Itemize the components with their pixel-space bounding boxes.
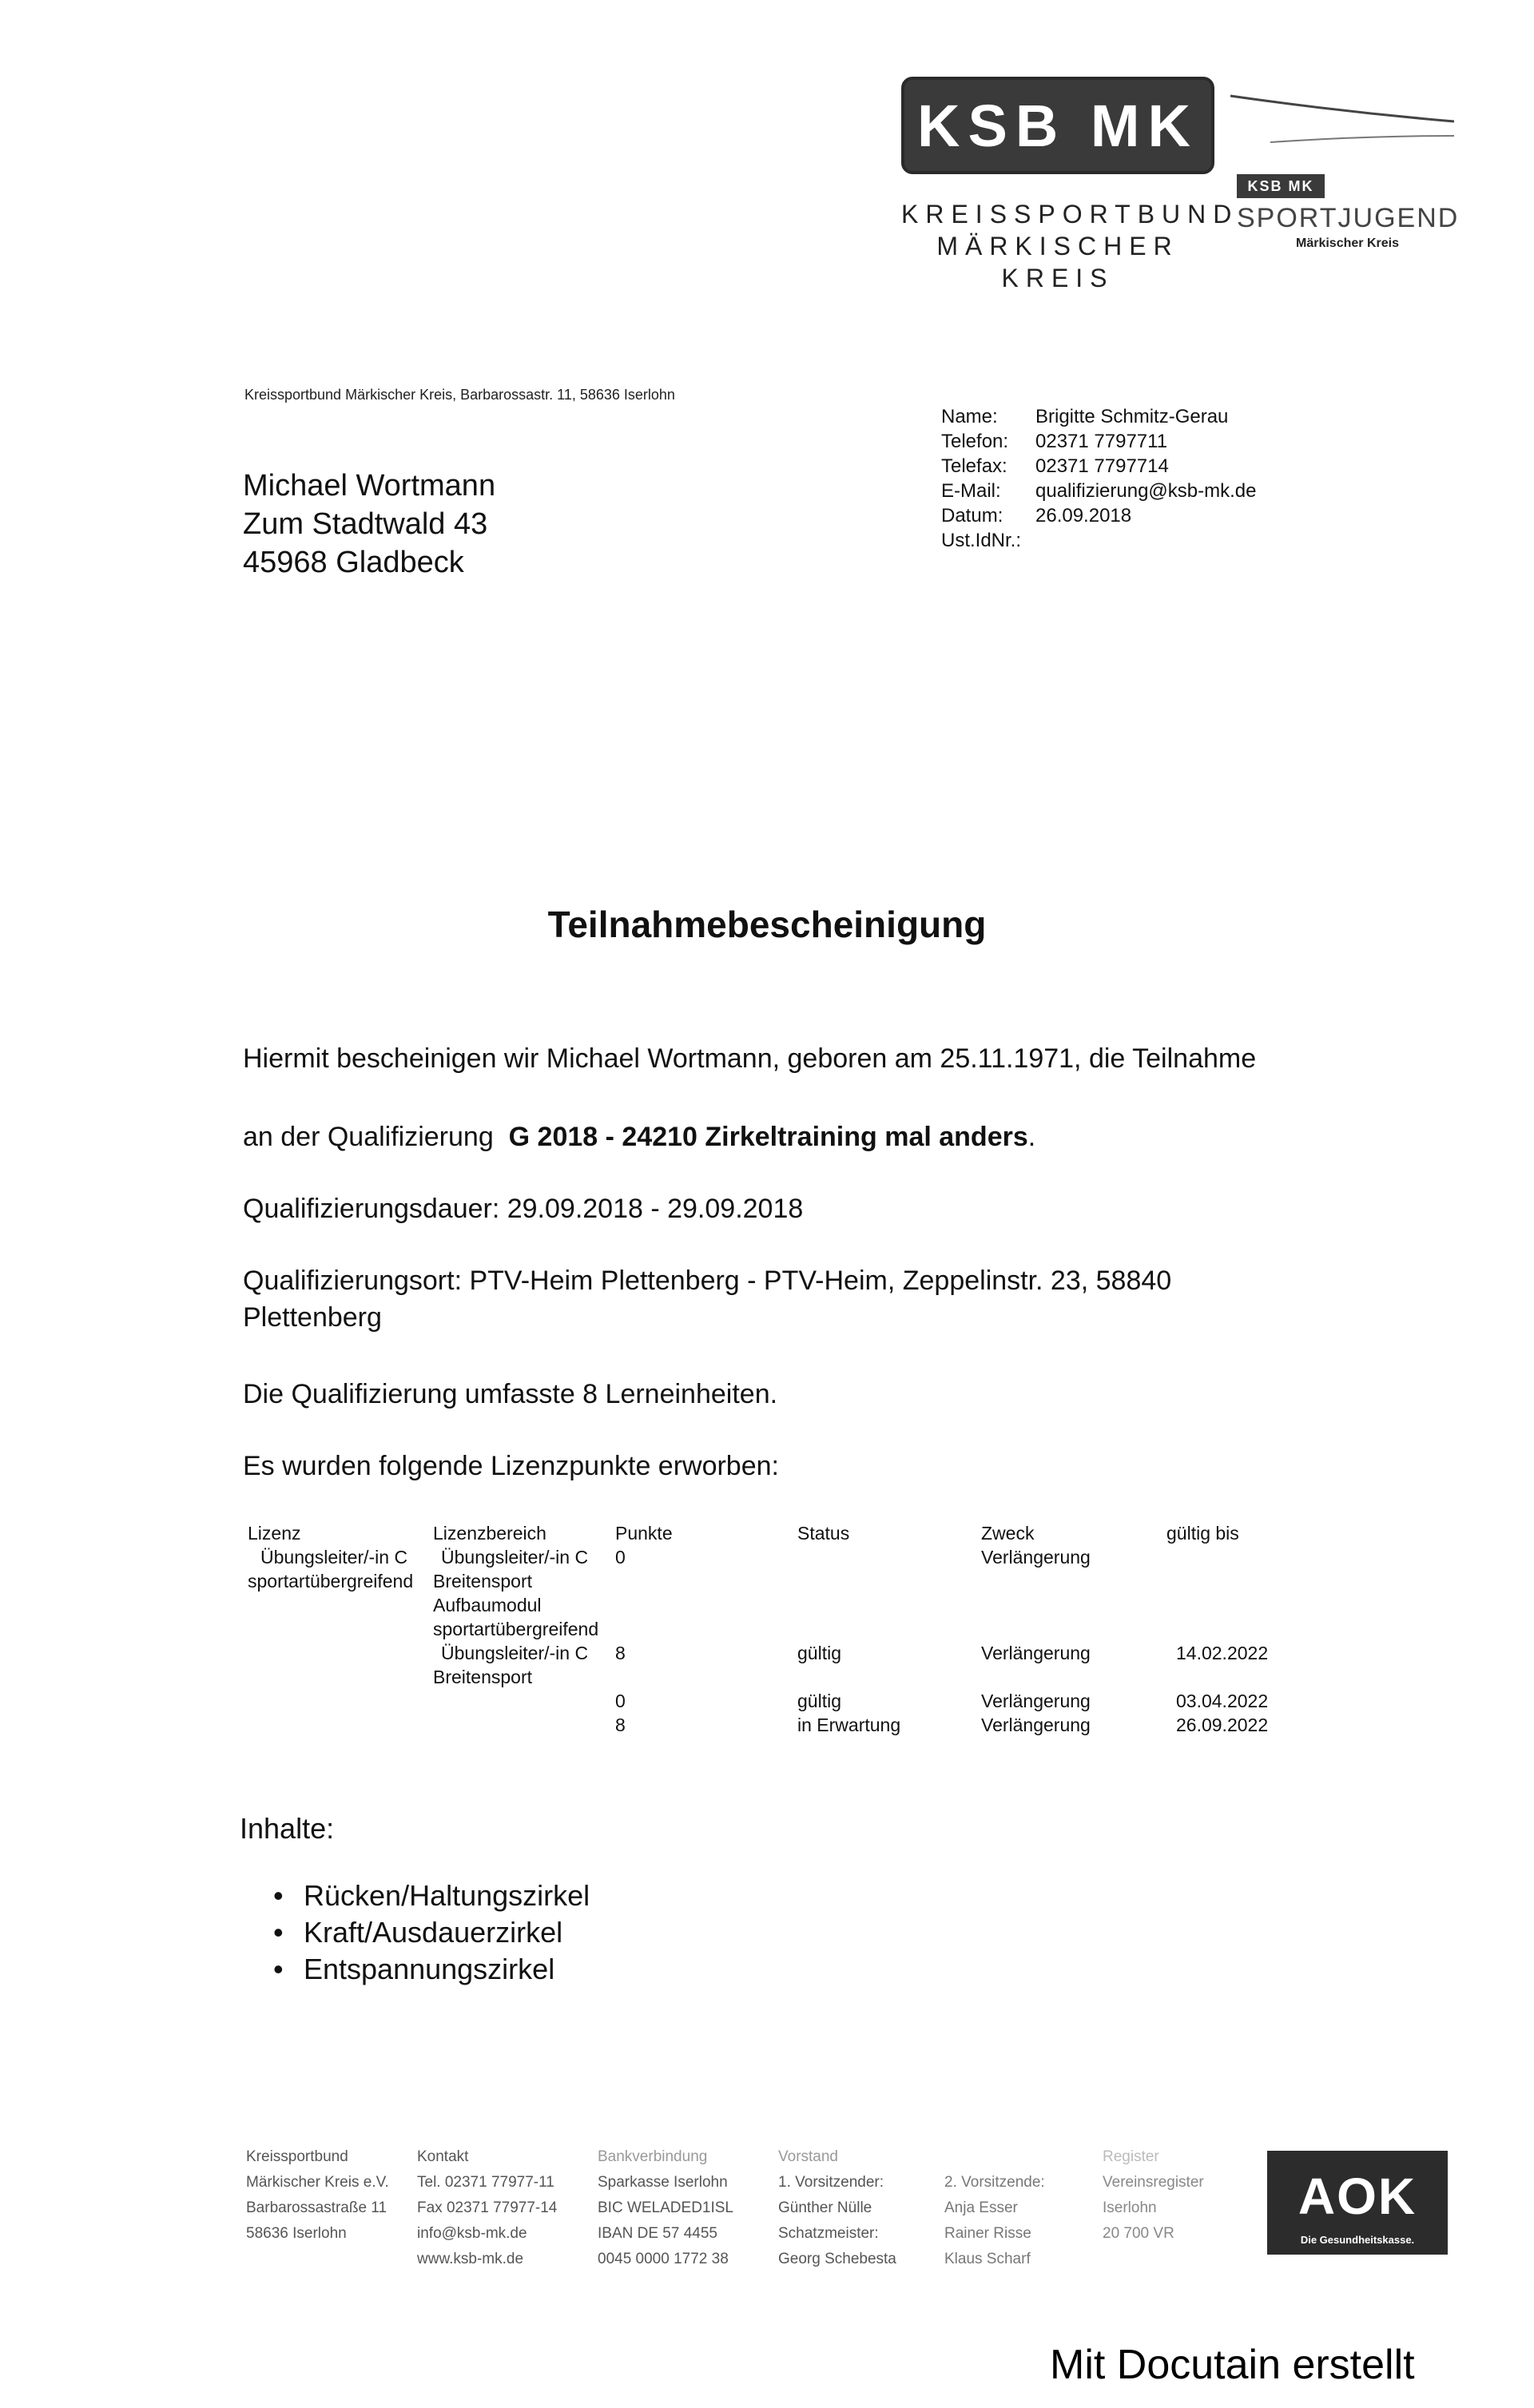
recipient-city: 45968 Gladbeck bbox=[243, 546, 464, 579]
contact-value: 26.09.2018 bbox=[1035, 505, 1132, 527]
table-cell: sportartübergreifend bbox=[248, 1571, 414, 1591]
footer-line: Iserlohn bbox=[1103, 2199, 1157, 2216]
sender-line: Kreissportbund Märkischer Kreis, Barbarossastr. 11, 58636 Iserlohn bbox=[244, 387, 675, 403]
footer-board bbox=[778, 2144, 896, 2272]
table-cell: Verlängerung bbox=[981, 1643, 1091, 1663]
contact-row bbox=[941, 404, 1256, 429]
footer-line: Vorstand bbox=[778, 2148, 838, 2165]
contact-value: qualifizierung@ksb-mk.de bbox=[1035, 480, 1257, 502]
table-cell: Verlängerung bbox=[981, 1715, 1091, 1735]
footer-line: info@ksb-mk.de bbox=[417, 2225, 527, 2242]
aok-logo bbox=[1267, 2151, 1448, 2255]
ksb-logo-text: KSB MK bbox=[917, 92, 1198, 159]
contact-row bbox=[941, 454, 1256, 479]
docutain-watermark: Mit Docutain erstellt bbox=[1050, 2342, 1415, 2388]
footer-line: Register bbox=[1103, 2148, 1159, 2165]
contact-value: Brigitte Schmitz-Gerau bbox=[1035, 406, 1229, 427]
table-cell: Übungsleiter/-in C bbox=[441, 1643, 589, 1663]
footer-line: Günther Nülle bbox=[778, 2199, 872, 2216]
table-cell: Breitensport bbox=[433, 1571, 533, 1591]
footer-line: 20 700 VR bbox=[1103, 2225, 1174, 2242]
footer-line: Fax 02371 77977-14 bbox=[417, 2199, 558, 2216]
recipient-street: Zum Stadtwald 43 bbox=[243, 507, 488, 541]
footer-line: 1. Vorsitzender: bbox=[778, 2174, 884, 2191]
footer-line: 0045 0000 1772 38 bbox=[598, 2251, 729, 2267]
footer-bank bbox=[598, 2144, 733, 2272]
table-header: Status bbox=[797, 1523, 850, 1544]
table-cell: Verlängerung bbox=[981, 1691, 1091, 1711]
footer-line: Anja Esser bbox=[944, 2199, 1018, 2216]
footer-line: Klaus Scharf bbox=[944, 2251, 1031, 2267]
table-header: Lizenz bbox=[248, 1523, 301, 1544]
location-line-2: Plettenberg bbox=[243, 1302, 382, 1333]
aok-slogan: Die Gesundheitskasse. bbox=[1300, 2234, 1415, 2246]
table-cell: 0 bbox=[615, 1691, 626, 1711]
table-cell: Breitensport bbox=[433, 1667, 533, 1687]
footer-line: www.ksb-mk.de bbox=[417, 2251, 524, 2267]
table-cell: Aufbaumodul bbox=[433, 1595, 542, 1615]
org-line-2: MÄRKISCHER KREIS bbox=[936, 232, 1179, 292]
contact-label: Telefon: bbox=[941, 431, 1009, 452]
table-cell: Übungsleiter/-in C bbox=[441, 1547, 589, 1568]
contact-label: E-Mail: bbox=[941, 480, 1001, 502]
sportjugend-mini-logo: KSB MK bbox=[1237, 174, 1325, 198]
table-cell: sportartübergreifend bbox=[433, 1619, 599, 1639]
table-cell: 14.02.2022 bbox=[1176, 1643, 1269, 1663]
table-header: Zweck bbox=[981, 1523, 1035, 1544]
qualification-name: G 2018 - 24210 Zirkeltraining mal anders bbox=[508, 1122, 1028, 1152]
table-header: gültig bis bbox=[1166, 1523, 1239, 1544]
body-paragraph-1: Hiermit bescheinigen wir Michael Wortmann, geboren am 25.11.1971, die Teilnahme bbox=[243, 1043, 1257, 1074]
contact-label: Name: bbox=[941, 406, 998, 427]
footer-line: Kontakt bbox=[417, 2148, 469, 2165]
table-cell: Übungsleiter/-in C bbox=[260, 1547, 408, 1568]
contact-row bbox=[941, 479, 1256, 503]
table-cell: gültig bbox=[797, 1643, 841, 1663]
qualification-duration: Qualifizierungsdauer: 29.09.2018 - 29.09.2018 bbox=[243, 1194, 804, 1224]
location-line-1: Qualifizierungsort: PTV-Heim Plettenberg - PTV-Heim, Zeppelinstr. 23, 58840 bbox=[243, 1266, 1172, 1296]
table-header: Lizenzbereich bbox=[433, 1523, 546, 1544]
qualification-location bbox=[243, 1262, 1171, 1336]
table-cell: 8 bbox=[615, 1715, 626, 1735]
table-cell: 0 bbox=[615, 1547, 626, 1568]
contact-label: Telefax: bbox=[941, 455, 1007, 477]
learning-units: Die Qualifizierung umfasste 8 Lerneinheiten. bbox=[243, 1379, 778, 1409]
footer-line: Barbarossastraße 11 bbox=[246, 2199, 387, 2216]
aok-logo-text: AOK bbox=[1298, 2168, 1417, 2225]
contact-label: Ust.IdNr.: bbox=[941, 530, 1022, 551]
contact-value: 02371 7797711 bbox=[1035, 431, 1168, 452]
contents-list bbox=[304, 1878, 590, 1988]
body-paragraph-2 bbox=[243, 1119, 1035, 1155]
table-cell: 8 bbox=[615, 1643, 626, 1663]
table-cell: Verlängerung bbox=[981, 1547, 1091, 1568]
recipient-name: Michael Wortmann bbox=[243, 469, 496, 503]
footer-line: Märkischer Kreis e.V. bbox=[246, 2174, 389, 2191]
swoosh-graphic bbox=[1222, 80, 1462, 160]
contact-row bbox=[941, 429, 1256, 454]
contact-label: Datum: bbox=[941, 505, 1003, 527]
footer-register bbox=[1103, 2144, 1204, 2247]
footer-line: Vereinsregister bbox=[1103, 2174, 1204, 2191]
table-cell: in Erwartung bbox=[797, 1715, 901, 1735]
footer-line: Sparkasse Iserlohn bbox=[598, 2174, 728, 2191]
license-table bbox=[248, 1521, 1286, 1745]
license-points-intro: Es wurden folgende Lizenzpunkte erworben: bbox=[243, 1451, 779, 1481]
sportjugend-subtitle: Märkischer Kreis bbox=[1296, 236, 1399, 250]
footer-contact bbox=[417, 2144, 557, 2272]
recipient-address bbox=[243, 467, 495, 582]
contact-value: 02371 7797714 bbox=[1035, 455, 1169, 477]
footer-line: Rainer Risse bbox=[944, 2225, 1031, 2242]
footer-line: Tel. 02371 77977-11 bbox=[417, 2174, 554, 2191]
contact-block bbox=[941, 404, 1256, 553]
footer-line: 2. Vorsitzende: bbox=[944, 2174, 1045, 2191]
footer-line bbox=[944, 2144, 1045, 2170]
contents-heading: Inhalte: bbox=[240, 1812, 335, 1845]
footer-line: Schatzmeister: bbox=[778, 2225, 879, 2242]
table-cell: 26.09.2022 bbox=[1176, 1715, 1269, 1735]
document-title: Teilnahmebescheinigung bbox=[547, 904, 987, 945]
footer-line: BIC WELADED1ISL bbox=[598, 2199, 733, 2216]
contact-row bbox=[941, 503, 1256, 528]
ksb-org-name bbox=[901, 198, 1239, 294]
list-item: • Entspannungszirkel bbox=[304, 1951, 590, 1988]
footer-address bbox=[246, 2144, 389, 2247]
list-item: • Rücken/Haltungszirkel bbox=[304, 1878, 590, 1914]
sportjugend-title: SPORTJUGEND bbox=[1237, 203, 1460, 233]
contact-row bbox=[941, 528, 1256, 553]
org-line-1: KREISSPORTBUND bbox=[901, 200, 1239, 228]
footer-line: Bankverbindung bbox=[598, 2148, 708, 2165]
footer-line: IBAN DE 57 4455 bbox=[598, 2225, 717, 2242]
table-cell: gültig bbox=[797, 1691, 841, 1711]
footer-board-2 bbox=[944, 2144, 1045, 2272]
qualification-prefix: an der Qualifizierung bbox=[243, 1122, 494, 1152]
footer-line: 58636 Iserlohn bbox=[246, 2225, 347, 2242]
footer-line: Georg Schebesta bbox=[778, 2251, 896, 2267]
table-cell: 03.04.2022 bbox=[1176, 1691, 1269, 1711]
table-header: Punkte bbox=[615, 1523, 673, 1544]
footer-line: Kreissportbund bbox=[246, 2148, 348, 2165]
qualification-suffix: . bbox=[1027, 1122, 1036, 1152]
list-item: • Kraft/Ausdauerzirkel bbox=[304, 1914, 590, 1951]
